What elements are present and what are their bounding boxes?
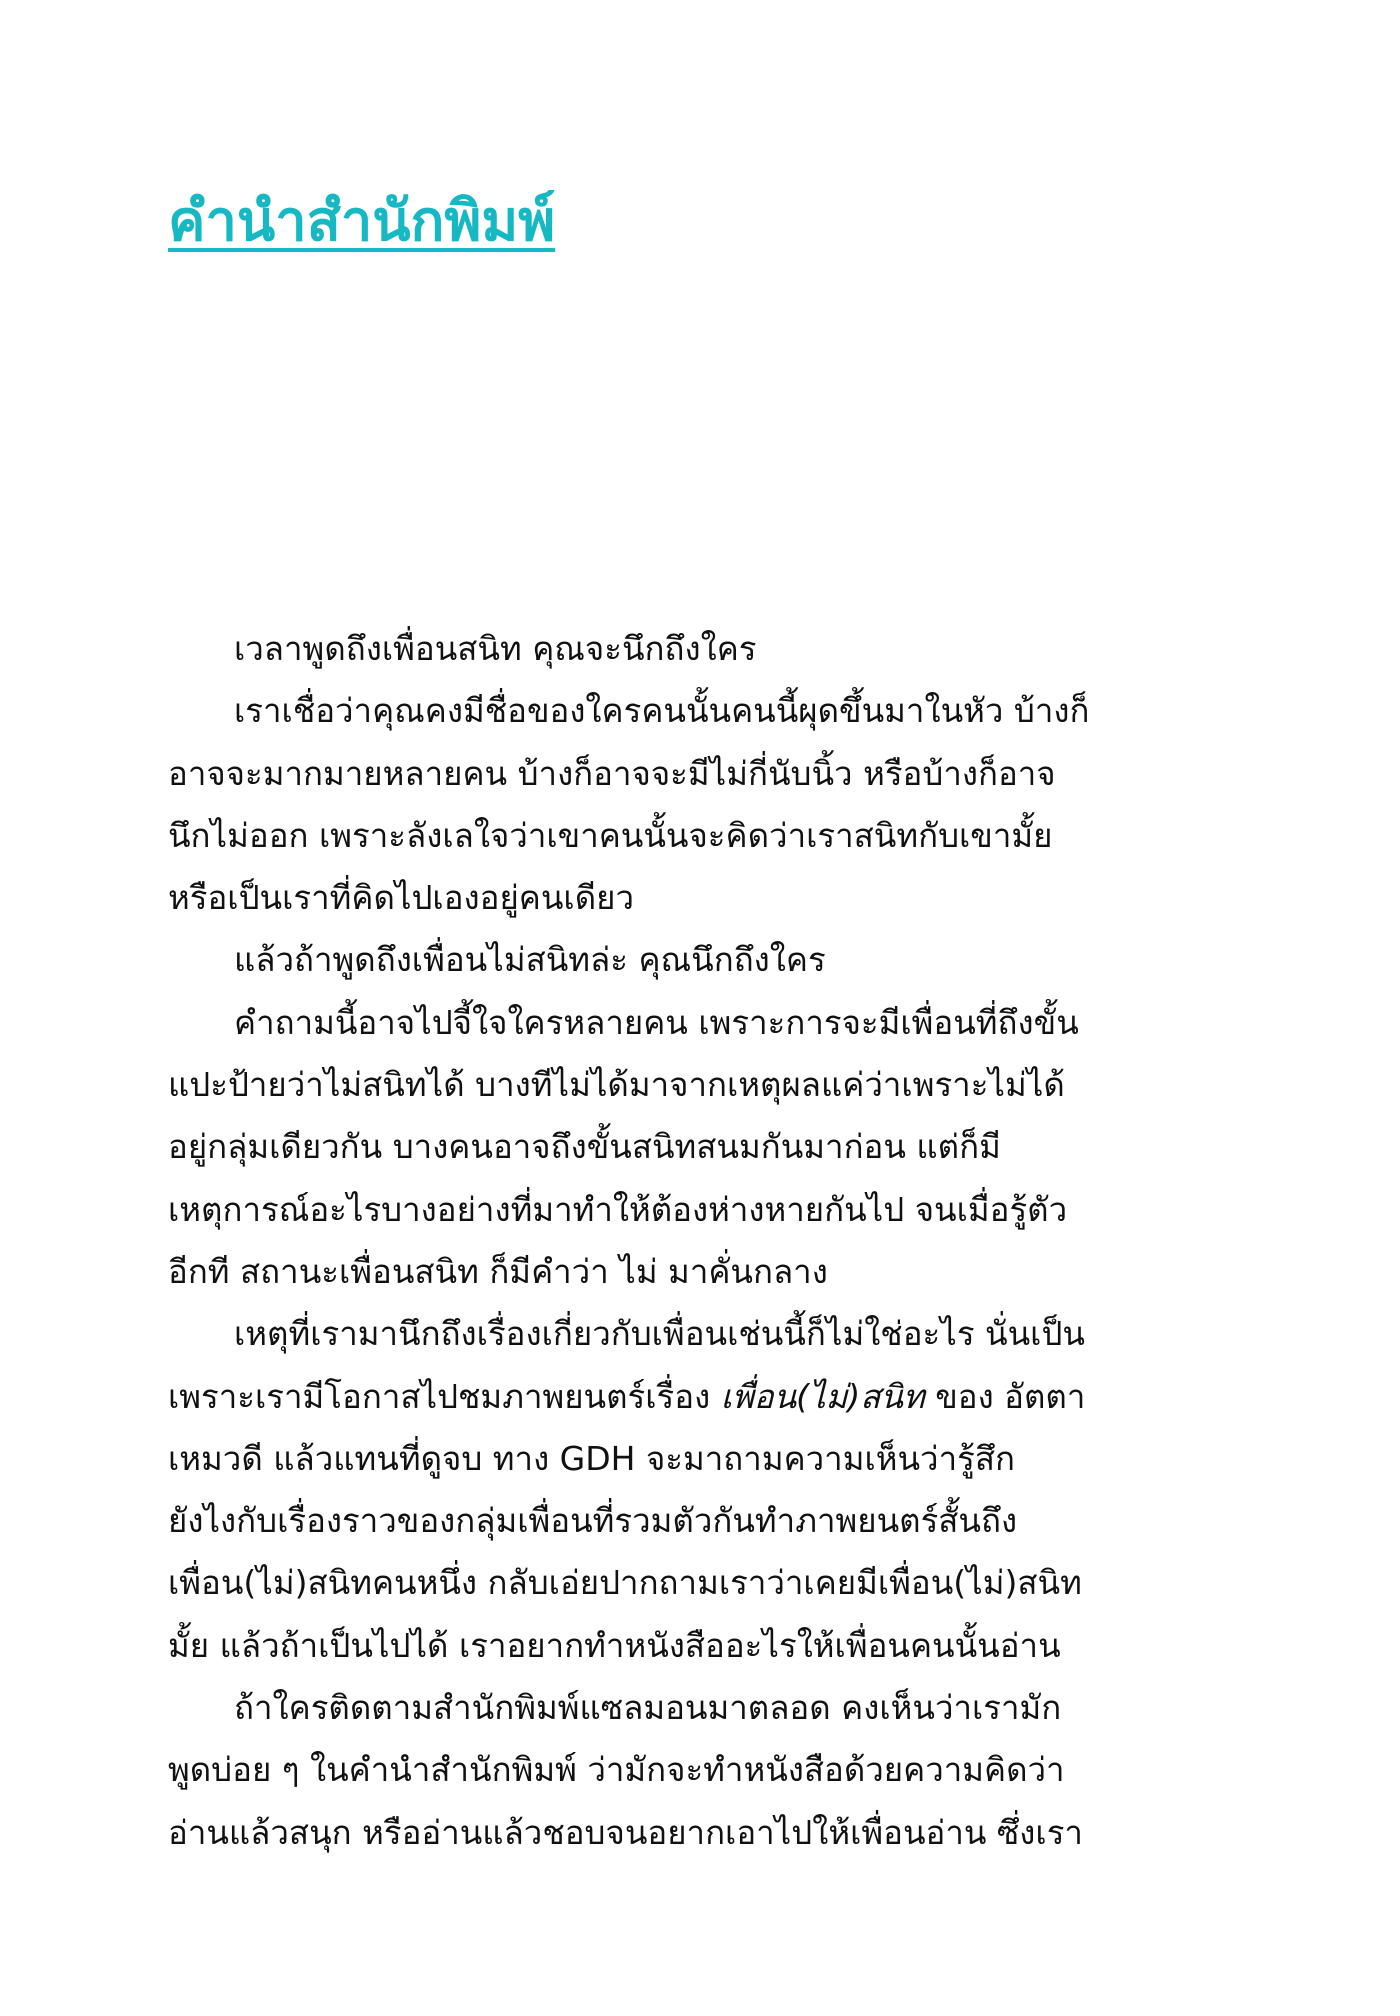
text-line xyxy=(168,1366,1133,1428)
text-line xyxy=(168,1490,1133,1552)
text-line xyxy=(168,1739,1133,1801)
text-line xyxy=(168,1241,1133,1303)
text-line xyxy=(168,618,1133,680)
line-text: อยู่กลุ่มเดียวกัน บางคนอาจถึงขั้นสนิทสนมกันมาก่อน แต่ก็มี xyxy=(168,1127,1001,1167)
text-line xyxy=(168,680,1133,742)
line-text xyxy=(168,1366,1085,1428)
line-text: เราเชื่อว่าคุณคงมีชื่อของใครคนนั้นคนนี้ผุดขึ้นมาในหัว บ้างก็ xyxy=(234,691,1090,731)
text-line xyxy=(168,1677,1133,1739)
line-text: เวลาพูดถึงเพื่อนสนิท คุณจะนึกถึงใคร xyxy=(234,629,757,668)
line-text: มั้ย แล้วถ้าเป็นไปได้ เราอยากทำหนังสืออะไรให้เพื่อนคนนั้นอ่าน xyxy=(168,1625,1061,1665)
text-line xyxy=(168,743,1133,805)
text-line xyxy=(168,805,1133,867)
text-line xyxy=(168,1179,1133,1241)
line-text-after: ของ อัตตา xyxy=(935,1376,1086,1416)
line-text: อีกที สถานะเพื่อนสนิท ก็มีคำว่า ไม่ มาคั่นกลาง xyxy=(168,1251,828,1291)
body-text xyxy=(168,618,1133,1864)
line-text: อ่านแล้วสนุก หรืออ่านแล้วชอบจนอยากเอาไปให้เพื่อนอ่าน ซึ่งเรา xyxy=(168,1812,1083,1852)
line-text: คำถามนี้อาจไปจี้ใจใครหลายคน เพราะการจะมีเพื่อนที่ถึงขั้น xyxy=(234,1002,1079,1042)
line-text: เหตุที่เรามานึกถึงเรื่องเกี่ยวกับเพื่อนเช่นนี้ก็ไม่ใช่อะไร นั่นเป็น xyxy=(234,1314,1085,1354)
line-text: นึกไม่ออก เพราะลังเลใจว่าเขาคนนั้นจะคิดว่าเราสนิทกับเขามั้ย xyxy=(168,815,1053,855)
text-line xyxy=(168,1615,1133,1677)
line-text: หรือเป็นเราที่คิดไปเองอยู่คนเดียว xyxy=(168,878,634,918)
text-line xyxy=(168,1054,1133,1116)
text-line xyxy=(168,867,1133,929)
line-text-before: เพราะเรามีโอกาสไปชมภาพยนตร์เรื่อง xyxy=(168,1376,711,1416)
line-text: แล้วถ้าพูดถึงเพื่อนไม่สนิทล่ะ คุณนึกถึงใคร xyxy=(234,940,826,980)
text-line xyxy=(168,992,1133,1054)
line-text: ยังไงกับเรื่องราวของกลุ่มเพื่อนที่รวมตัวกันทำภาพยนตร์สั้นถึง xyxy=(168,1501,1018,1541)
line-text: อาจจะมากมายหลายคน บ้างก็อาจจะมีไม่กี่นับนิ้ว หรือบ้างก็อาจ xyxy=(168,753,1056,793)
line-text: เหมวดี แล้วแทนที่ดูจบ ทาง GDH จะมาถามความเห็นว่ารู้สึก xyxy=(168,1438,1015,1478)
page-heading: คำนำสำนักพิมพ์ xyxy=(168,189,556,254)
text-line xyxy=(168,929,1133,991)
text-line xyxy=(168,1552,1133,1614)
text-line xyxy=(168,1303,1133,1365)
line-text: ถ้าใครติดตามสำนักพิมพ์แซลมอนมาตลอด คงเห็นว่าเรามัก xyxy=(234,1688,1062,1728)
line-text: แปะป้ายว่าไม่สนิทได้ บางทีไม่ได้มาจากเหตุผลแค่ว่าเพราะไม่ได้ xyxy=(168,1065,1065,1105)
text-line xyxy=(168,1802,1133,1864)
line-text: เหตุการณ์อะไรบางอย่างที่มาทำให้ต้องห่างหายกันไป จนเมื่อรู้ตัว xyxy=(168,1189,1068,1229)
line-text: เพื่อน(ไม่)สนิทคนหนึ่ง กลับเอ่ยปากถามเราว่าเคยมีเพื่อน(ไม่)สนิท xyxy=(168,1563,1082,1603)
text-line xyxy=(168,1428,1133,1490)
line-text: พูดบ่อย ๆ ในคำนำสำนักพิมพ์ ว่ามักจะทำหนังสือด้วยความคิดว่า xyxy=(168,1750,1065,1790)
movie-title: เพื่อน(ไม่)สนิท xyxy=(720,1376,925,1416)
text-line xyxy=(168,1116,1133,1178)
